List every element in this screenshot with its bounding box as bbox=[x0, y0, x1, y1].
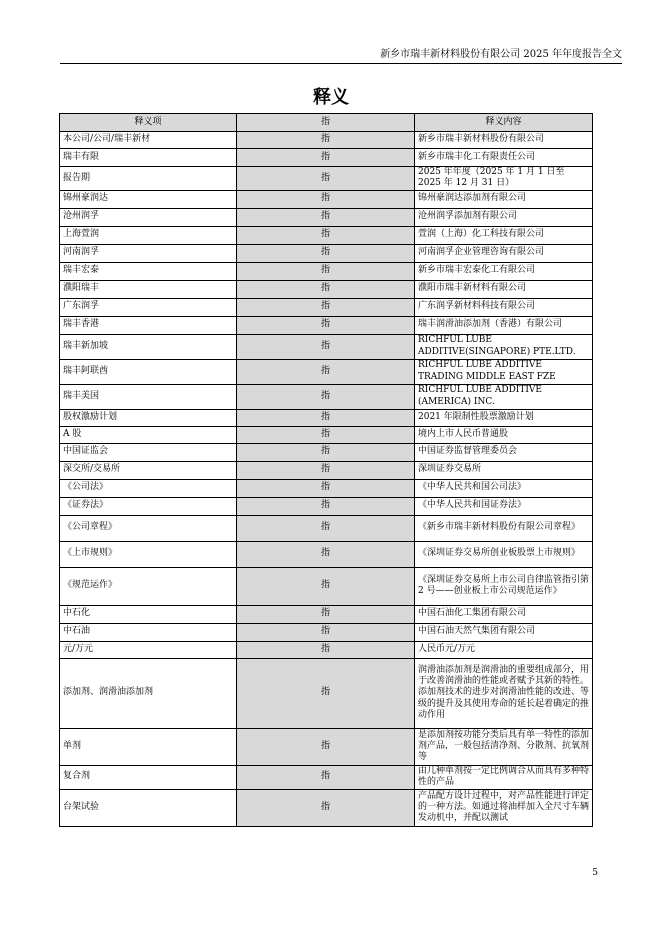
term-cell: 广东润孚 bbox=[60, 298, 237, 316]
term-cell: A 股 bbox=[60, 426, 237, 443]
table-row bbox=[60, 384, 593, 409]
header-definition: 释义内容 bbox=[415, 114, 593, 132]
mid-cell: 指 bbox=[237, 641, 415, 658]
mid-cell: 指 bbox=[237, 190, 415, 208]
mid-cell: 指 bbox=[237, 515, 415, 541]
mid-cell: 指 bbox=[237, 728, 415, 765]
mid-cell: 指 bbox=[237, 167, 415, 191]
definition-cell: 中国证券监督管理委员会 bbox=[415, 443, 593, 461]
definition-cell: 中国石油天然气集团有限公司 bbox=[415, 623, 593, 641]
table-row bbox=[60, 208, 593, 226]
mid-cell: 指 bbox=[237, 658, 415, 728]
term-cell: 本公司/公司/瑞丰新材 bbox=[60, 132, 237, 149]
mid-cell: 指 bbox=[237, 316, 415, 334]
definition-cell: 新乡市瑞丰宏泰化工有限公司 bbox=[415, 262, 593, 280]
definition-cell: 锦州豪润达添加剂有限公司 bbox=[415, 190, 593, 208]
term-cell: 瑞丰阿联酋 bbox=[60, 359, 237, 384]
mid-cell: 指 bbox=[237, 443, 415, 461]
table-row bbox=[60, 728, 593, 765]
definition-cell: 人民币元/万元 bbox=[415, 641, 593, 658]
definition-cell: 《中华人民共和国证券法》 bbox=[415, 497, 593, 515]
term-cell: 添加剂、润滑油添加剂 bbox=[60, 658, 237, 728]
term-cell: 单剂 bbox=[60, 728, 237, 765]
table-row bbox=[60, 280, 593, 298]
mid-cell: 指 bbox=[237, 384, 415, 409]
mid-cell: 指 bbox=[237, 426, 415, 443]
table-row bbox=[60, 132, 593, 149]
table-row bbox=[60, 567, 593, 605]
table-row bbox=[60, 605, 593, 623]
mid-cell: 指 bbox=[237, 262, 415, 280]
table-row bbox=[60, 765, 593, 789]
definition-cell: 新乡市瑞丰新材料股份有限公司 bbox=[415, 132, 593, 149]
definition-cell: 濮阳市瑞丰新材料有限公司 bbox=[415, 280, 593, 298]
term-cell: 台架试验 bbox=[60, 789, 237, 826]
header-divider bbox=[60, 63, 622, 64]
definition-cell: 产品配方设计过程中，对产品性能进行评定的一种方法。如通过将油样加入全尺寸车辆发动机中，并配以测试 bbox=[415, 789, 593, 826]
definition-cell: 《深圳证券交易所创业板股票上市规则》 bbox=[415, 541, 593, 567]
page-number: 5 bbox=[592, 868, 598, 878]
term-cell: 上海萱润 bbox=[60, 226, 237, 244]
definition-cell: 新乡市瑞丰化工有限责任公司 bbox=[415, 149, 593, 167]
header-term: 释义项 bbox=[60, 114, 237, 132]
term-cell: 深交所/交易所 bbox=[60, 461, 237, 479]
term-cell: 瑞丰有限 bbox=[60, 149, 237, 167]
term-cell: 沧州润孚 bbox=[60, 208, 237, 226]
term-cell: 瑞丰新加坡 bbox=[60, 334, 237, 359]
table-row bbox=[60, 497, 593, 515]
mid-cell: 指 bbox=[237, 479, 415, 497]
term-cell: 中国证监会 bbox=[60, 443, 237, 461]
table-row bbox=[60, 541, 593, 567]
mid-cell: 指 bbox=[237, 567, 415, 605]
definition-cell: 《新乡市瑞丰新材料股份有限公司章程》 bbox=[415, 515, 593, 541]
mid-cell: 指 bbox=[237, 765, 415, 789]
mid-cell: 指 bbox=[237, 497, 415, 515]
term-cell: 《证券法》 bbox=[60, 497, 237, 515]
term-cell: 中石化 bbox=[60, 605, 237, 623]
table-row bbox=[60, 262, 593, 280]
term-cell: 报告期 bbox=[60, 167, 237, 191]
mid-cell: 指 bbox=[237, 409, 415, 426]
term-cell: 锦州豪润达 bbox=[60, 190, 237, 208]
definition-cell: 《深圳证券交易所上市公司自律监管指引第 2 号——创业板上市公司规范运作》 bbox=[415, 567, 593, 605]
definition-cell: RICHFUL LUBE ADDITIVE (AMERICA) INC. bbox=[415, 384, 593, 409]
definition-cell: 2025 年年度（2025 年 1 月 1 日至 2025 年 12 月 31 日） bbox=[415, 167, 593, 191]
table-row bbox=[60, 298, 593, 316]
term-cell: 濮阳瑞丰 bbox=[60, 280, 237, 298]
definition-cell: 润滑油添加剂是润滑油的重要组成部分，用于改善润滑油的性能或者赋予其新的特性。添加剂技术的进步对润滑油性能的改进、等级的提升及其使用寿命的延长起着确定的推动作用 bbox=[415, 658, 593, 728]
header-middle: 指 bbox=[237, 114, 415, 132]
mid-cell: 指 bbox=[237, 461, 415, 479]
term-cell: 瑞丰香港 bbox=[60, 316, 237, 334]
definition-cell: 《中华人民共和国公司法》 bbox=[415, 479, 593, 497]
definition-cell: 境内上市人民币普通股 bbox=[415, 426, 593, 443]
term-cell: 瑞丰宏泰 bbox=[60, 262, 237, 280]
term-cell: 《上市规则》 bbox=[60, 541, 237, 567]
running-header: 新乡市瑞丰新材料股份有限公司 2025 年年度报告全文 bbox=[380, 49, 622, 60]
definitions-table bbox=[59, 113, 593, 827]
table-row bbox=[60, 334, 593, 359]
term-cell: 《公司法》 bbox=[60, 479, 237, 497]
page-title: 释义 bbox=[313, 87, 349, 108]
definition-cell: 广东润孚新材料科技有限公司 bbox=[415, 298, 593, 316]
mid-cell: 指 bbox=[237, 244, 415, 262]
term-cell: 瑞丰美国 bbox=[60, 384, 237, 409]
mid-cell: 指 bbox=[237, 208, 415, 226]
mid-cell: 指 bbox=[237, 605, 415, 623]
table-row bbox=[60, 658, 593, 728]
mid-cell: 指 bbox=[237, 541, 415, 567]
table-row bbox=[60, 149, 593, 167]
definition-cell: 2021 年限制性股票激励计划 bbox=[415, 409, 593, 426]
mid-cell: 指 bbox=[237, 623, 415, 641]
table-row bbox=[60, 623, 593, 641]
term-cell: 中石油 bbox=[60, 623, 237, 641]
definition-cell: 沧州润孚添加剂有限公司 bbox=[415, 208, 593, 226]
table-row bbox=[60, 789, 593, 826]
mid-cell: 指 bbox=[237, 132, 415, 149]
mid-cell: 指 bbox=[237, 280, 415, 298]
table-header-row bbox=[60, 114, 593, 132]
term-cell: 股权激励计划 bbox=[60, 409, 237, 426]
term-cell: 复合剂 bbox=[60, 765, 237, 789]
table-row bbox=[60, 426, 593, 443]
term-cell: 河南润孚 bbox=[60, 244, 237, 262]
mid-cell: 指 bbox=[237, 334, 415, 359]
definition-cell: 深圳证券交易所 bbox=[415, 461, 593, 479]
definition-cell: 瑞丰润滑油添加剂（香港）有限公司 bbox=[415, 316, 593, 334]
table-row bbox=[60, 461, 593, 479]
table-row bbox=[60, 359, 593, 384]
mid-cell: 指 bbox=[237, 789, 415, 826]
table-row bbox=[60, 244, 593, 262]
mid-cell: 指 bbox=[237, 298, 415, 316]
definition-cell: 中国石油化工集团有限公司 bbox=[415, 605, 593, 623]
term-cell: 元/万元 bbox=[60, 641, 237, 658]
table-row bbox=[60, 316, 593, 334]
definition-cell: RICHFUL LUBE ADDITIVE(SINGAPORE) PTE.LTD. bbox=[415, 334, 593, 359]
definition-cell: 由几种单剂按一定比例调合从而具有多种特性的产品 bbox=[415, 765, 593, 789]
definition-cell: 是添加剂按功能分类后具有单一特性的添加剂产品，一般包括清净剂、分散剂、抗氧剂等 bbox=[415, 728, 593, 765]
table-row bbox=[60, 226, 593, 244]
mid-cell: 指 bbox=[237, 226, 415, 244]
table-row bbox=[60, 167, 593, 191]
table-row bbox=[60, 515, 593, 541]
mid-cell: 指 bbox=[237, 359, 415, 384]
term-cell: 《规范运作》 bbox=[60, 567, 237, 605]
definition-cell: 萱润（上海）化工科技有限公司 bbox=[415, 226, 593, 244]
table-row bbox=[60, 443, 593, 461]
table-row bbox=[60, 479, 593, 497]
term-cell: 《公司章程》 bbox=[60, 515, 237, 541]
definition-cell: 河南润孚企业管理咨询有限公司 bbox=[415, 244, 593, 262]
mid-cell: 指 bbox=[237, 149, 415, 167]
table-row bbox=[60, 190, 593, 208]
table-body bbox=[60, 132, 593, 827]
table-row bbox=[60, 641, 593, 658]
table-row bbox=[60, 409, 593, 426]
definition-cell: RICHFUL LUBE ADDITIVE TRADING MIDDLE EAST FZE bbox=[415, 359, 593, 384]
